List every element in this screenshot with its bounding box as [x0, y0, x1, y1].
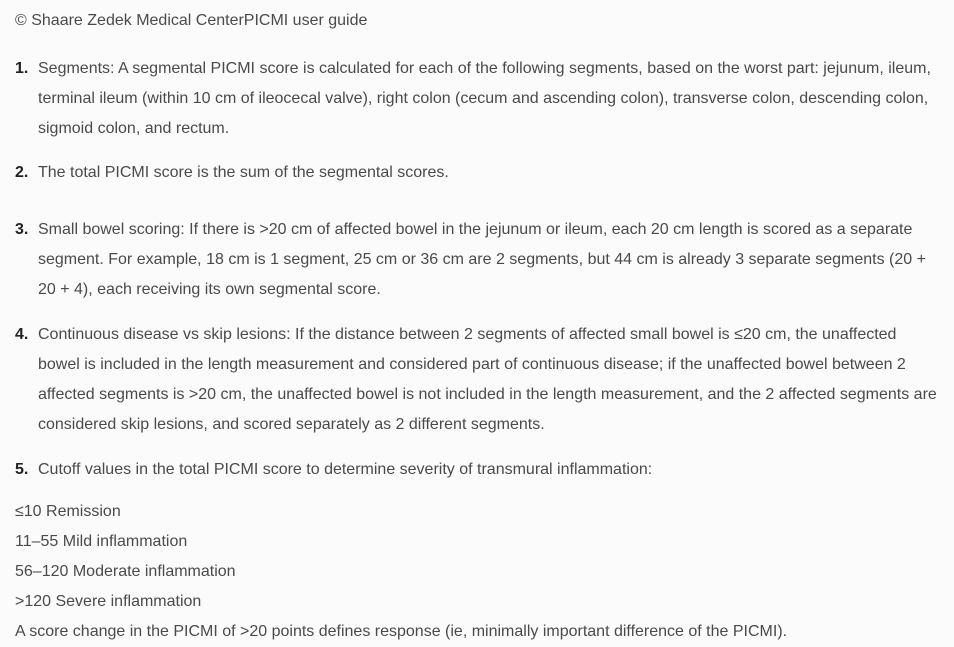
- list-item: [15, 215, 940, 305]
- list-item-number: 2.: [15, 164, 29, 181]
- list-item-number: 5.: [15, 461, 29, 478]
- list-item-number: 4.: [15, 326, 29, 343]
- list-item: [15, 54, 940, 144]
- list-item-text: Small bowel scoring: If there is >20 cm of affected bowel in the jejunum or ileum, each 20 cm length is scored as a separate segment. For example, 18 cm is 1 segment, 25 cm or 36 cm are 2 segments, but 44 cm is already 3 separate segments (20 + 20 + 4), each receiving its own segmental score.: [38, 221, 926, 298]
- list-item-text: Cutoff values in the total PICMI score to determine severity of transmural inflammation:: [38, 461, 653, 478]
- list-item: [15, 158, 940, 188]
- list-item: [15, 455, 940, 485]
- cutoff-mild: 11–55 Mild inflammation: [15, 533, 188, 550]
- list-item-number: 1.: [15, 60, 29, 77]
- page-header: © Shaare Zedek Medical CenterPICMI user guide: [15, 12, 368, 29]
- footer-note: A score change in the PICMI of >20 points defines response (ie, minimally important difference of the PICMI).: [15, 623, 788, 640]
- list-item: [15, 320, 940, 440]
- cutoff-remission: ≤10 Remission: [15, 503, 121, 520]
- list-item-number: 3.: [15, 221, 29, 238]
- cutoff-moderate: 56–120 Moderate inflammation: [15, 563, 236, 580]
- cutoff-severe: >120 Severe inflammation: [15, 593, 202, 610]
- list-item-text: The total PICMI score is the sum of the segmental scores.: [38, 164, 449, 181]
- list-item-text: Continuous disease vs skip lesions: If the distance between 2 segments of affected small bowel is ≤20 cm, the unaffected bowel is included in the length measurement and considered part of continuous disease; if the unaffected bowel between 2 affected segments is >20 cm, the unaffected bowel is not included in the length measurement, and the 2 affected segments are considered skip lesions, and scored separately as 2 different segments.: [38, 326, 937, 433]
- list-item-text: Segments: A segmental PICMI score is calculated for each of the following segments, based on the worst part: jejunum, ileum, terminal ileum (within 10 cm of ileocecal valve), right colon (cecum and ascending colon), transverse colon, descending colon, sigmoid colon, and rectum.: [38, 60, 931, 137]
